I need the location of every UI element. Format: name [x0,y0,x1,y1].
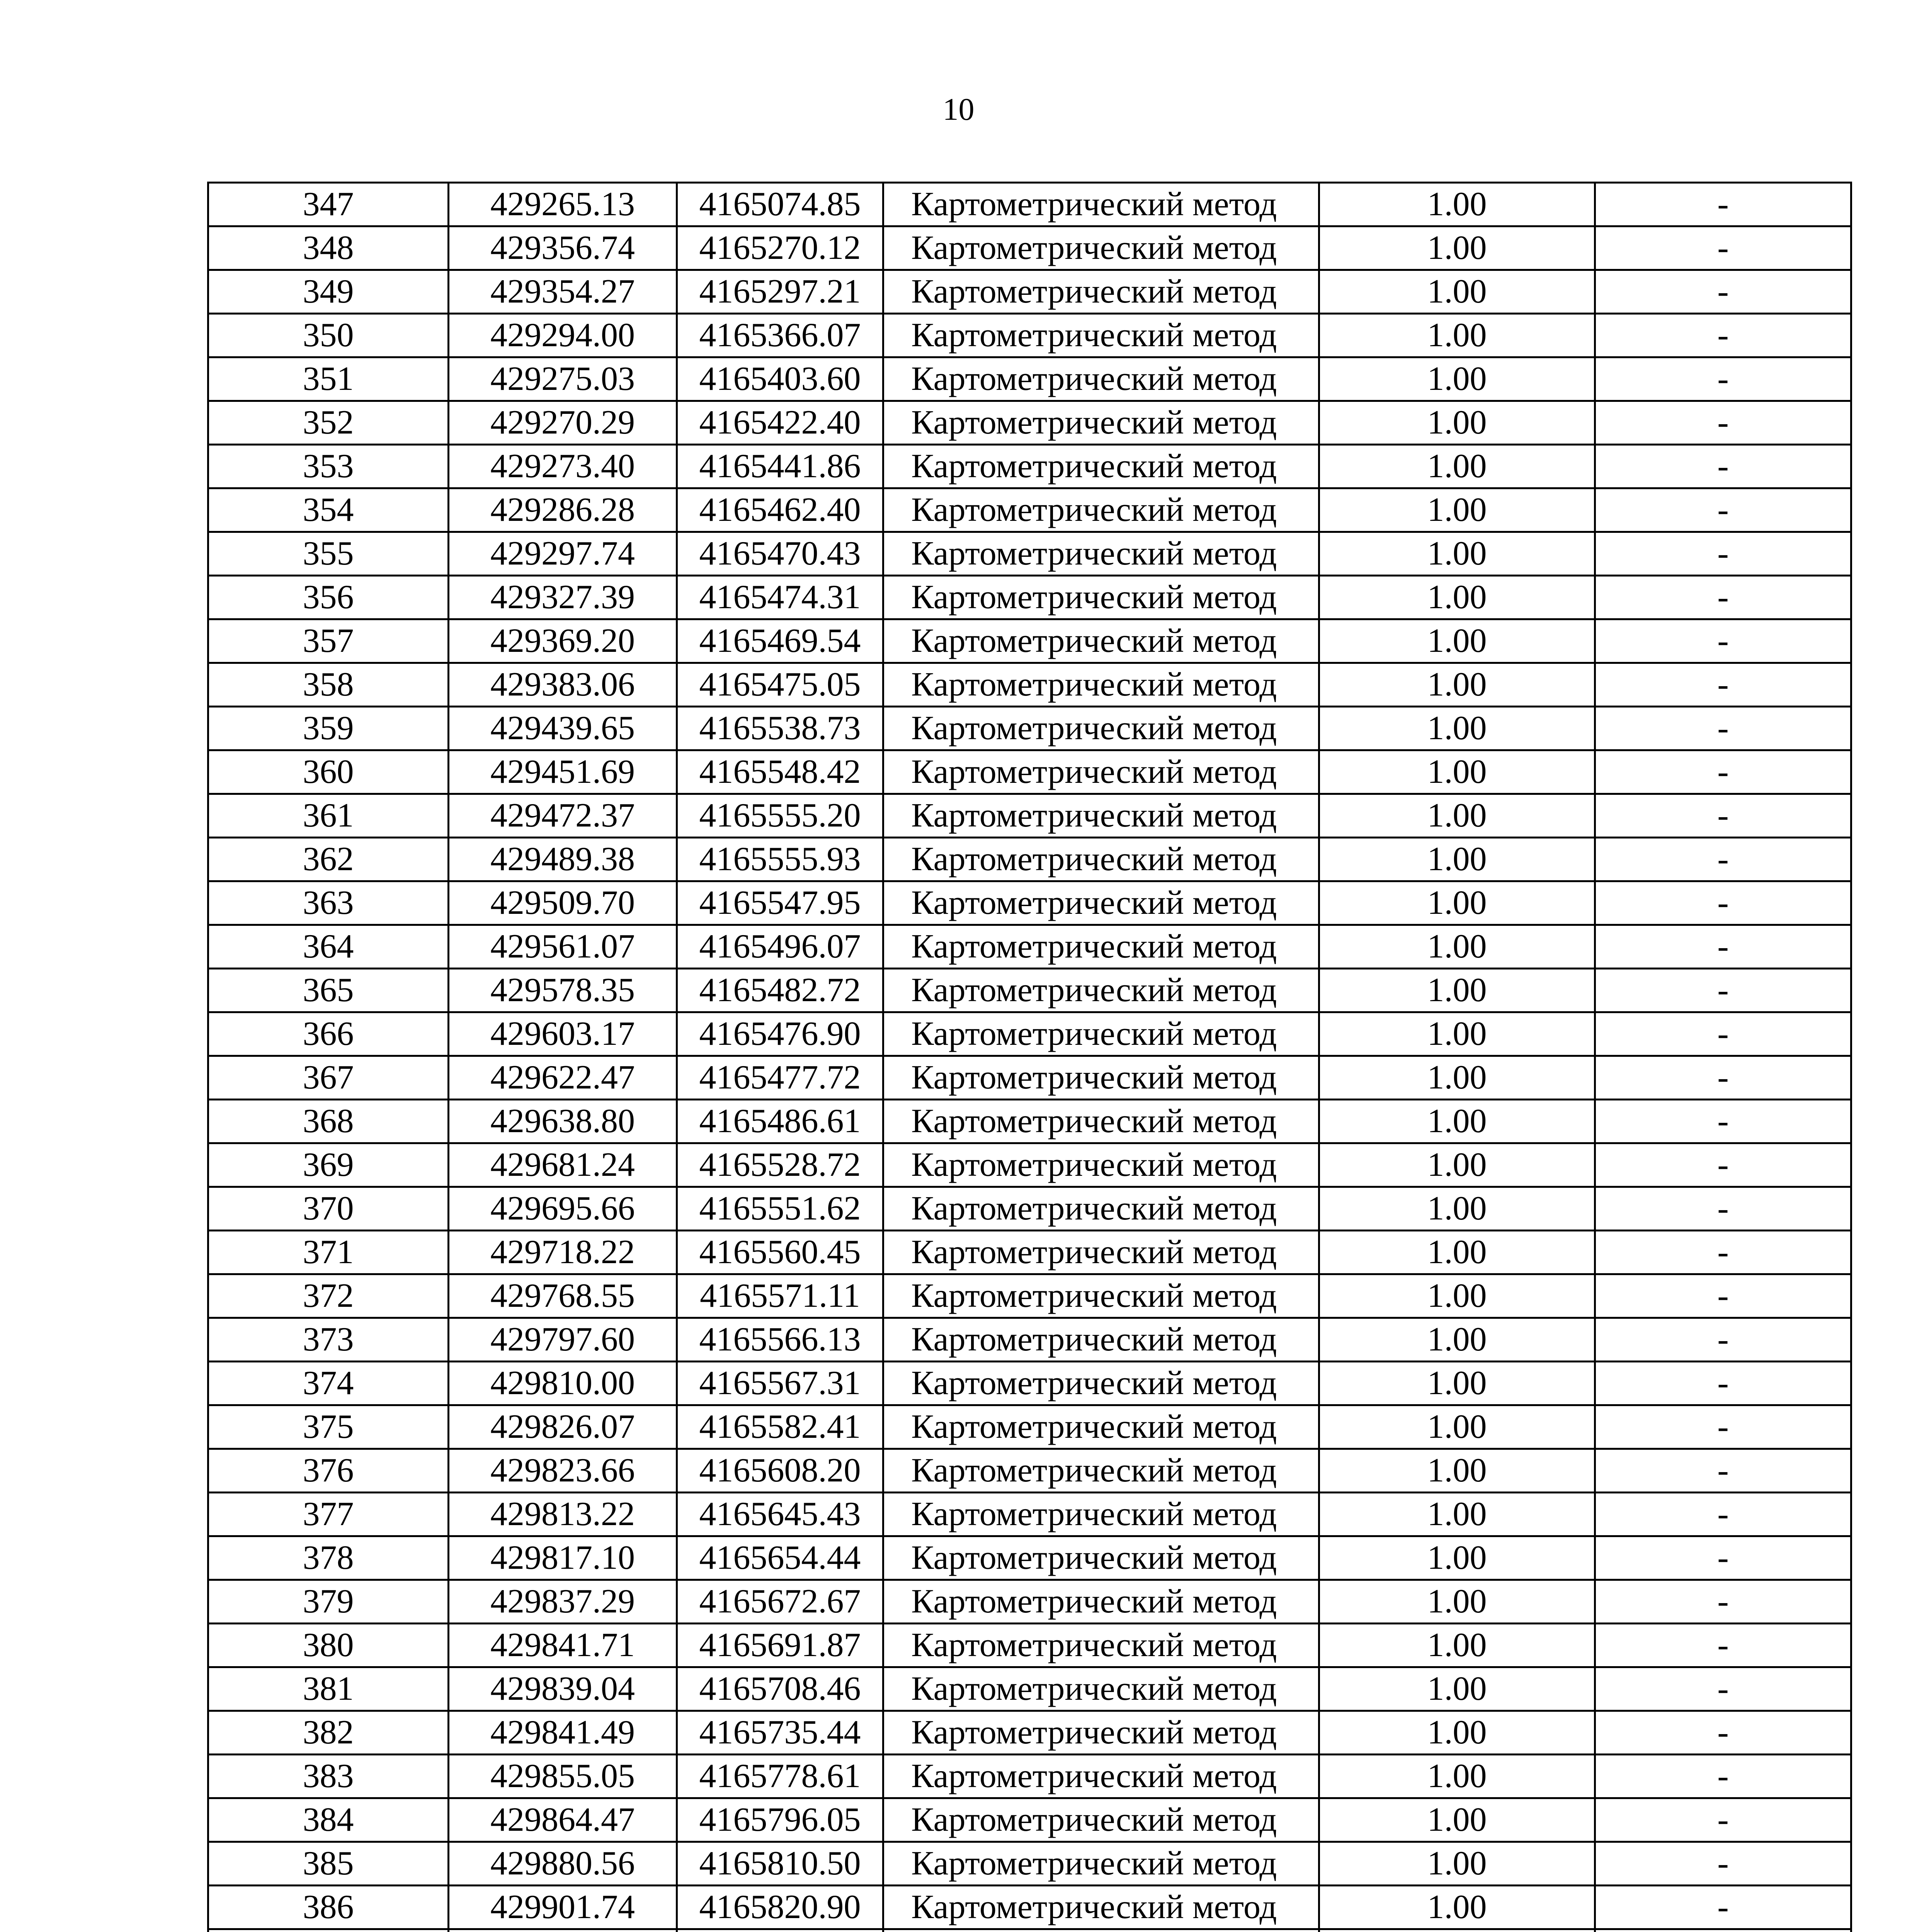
description-cell: - [1595,401,1851,445]
x-coordinate-cell: 429356.74 [449,226,677,270]
method-cell: Картометрический метод [883,619,1319,663]
description-cell: - [1595,1100,1851,1143]
point-number-cell: 359 [208,707,449,750]
table-row [208,1536,1851,1580]
point-number-cell: 382 [208,1711,449,1755]
point-number-cell: 357 [208,619,449,663]
x-coordinate-cell: 429817.10 [449,1536,677,1580]
method-cell: Картометрический метод [883,1842,1319,1886]
point-number-cell: 366 [208,1012,449,1056]
y-coordinate-cell: 4165820.90 [677,1886,883,1929]
table-row [208,1580,1851,1624]
point-number-cell: 381 [208,1667,449,1711]
description-cell [1595,1929,1851,1932]
method-cell: Картометрический метод [883,750,1319,794]
method-cell: Картометрический метод [883,1100,1319,1143]
method-cell: Картометрический метод [883,226,1319,270]
method-cell: Картометрический метод [883,1667,1319,1711]
description-cell: - [1595,1842,1851,1886]
method-cell: Картометрический метод [883,488,1319,532]
description-cell: - [1595,1711,1851,1755]
accuracy-cell: 1.00 [1319,1580,1595,1624]
y-coordinate-cell: 4165672.67 [677,1580,883,1624]
accuracy-cell: 1.00 [1319,488,1595,532]
table-row [208,1493,1851,1536]
description-cell: - [1595,576,1851,619]
point-number-cell: 386 [208,1886,449,1929]
point-number-cell: 361 [208,794,449,838]
point-number-cell: 347 [208,183,449,226]
table-row [208,183,1851,226]
page-number: 10 [942,92,975,127]
x-coordinate-cell: 429439.65 [449,707,677,750]
y-coordinate-cell: 4165796.05 [677,1798,883,1842]
table-row [208,1362,1851,1405]
point-number-cell: 368 [208,1100,449,1143]
description-cell: - [1595,1624,1851,1667]
point-number-cell: 350 [208,314,449,357]
point-number-cell: 380 [208,1624,449,1667]
method-cell: Картометрический метод [883,1056,1319,1100]
method-cell: Картометрический метод [883,969,1319,1012]
y-coordinate-cell: 4165469.54 [677,619,883,663]
table-row [208,663,1851,707]
x-coordinate-cell: 429823.66 [449,1449,677,1493]
y-coordinate-cell: 4165691.87 [677,1624,883,1667]
method-cell: Картометрический метод [883,1318,1319,1362]
x-coordinate-cell: 429275.03 [449,357,677,401]
description-cell: - [1595,488,1851,532]
table-row [208,969,1851,1012]
point-number-cell: 360 [208,750,449,794]
y-coordinate-cell: 4165538.73 [677,707,883,750]
method-cell: Картометрический метод [883,576,1319,619]
point-number-cell: 353 [208,445,449,488]
y-coordinate-cell: 4165477.72 [677,1056,883,1100]
y-coordinate-cell: 4165482.72 [677,969,883,1012]
table-row [208,1012,1851,1056]
description-cell: - [1595,838,1851,881]
description-cell: - [1595,1274,1851,1318]
method-cell: Картометрический метод [883,794,1319,838]
x-coordinate-cell: 429489.38 [449,838,677,881]
description-cell: - [1595,619,1851,663]
accuracy-cell: 1.00 [1319,794,1595,838]
description-cell: - [1595,707,1851,750]
accuracy-cell: 1.00 [1319,1187,1595,1231]
table-row [208,1929,1851,1932]
point-number-cell: 372 [208,1274,449,1318]
description-cell: - [1595,794,1851,838]
accuracy-cell: 1.00 [1319,532,1595,576]
accuracy-cell: 1.00 [1319,1362,1595,1405]
table-row [208,488,1851,532]
y-coordinate-cell: 4165567.31 [677,1362,883,1405]
method-cell: Картометрический метод [883,314,1319,357]
y-coordinate-cell: 4165566.13 [677,1318,883,1362]
description-cell: - [1595,881,1851,925]
accuracy-cell: 1.00 [1319,314,1595,357]
y-coordinate-cell: 4165470.43 [677,532,883,576]
table-row [208,1798,1851,1842]
y-coordinate-cell: 4165608.20 [677,1449,883,1493]
method-cell: Картометрический метод [883,1012,1319,1056]
point-number-cell: 376 [208,1449,449,1493]
description-cell: - [1595,1536,1851,1580]
y-coordinate-cell: 4165422.40 [677,401,883,445]
point-number-cell: 354 [208,488,449,532]
point-number-cell: 363 [208,881,449,925]
description-cell: - [1595,1580,1851,1624]
description-cell: - [1595,663,1851,707]
point-number-cell: 369 [208,1143,449,1187]
table-row [208,1667,1851,1711]
y-coordinate-cell: 4165462.40 [677,488,883,532]
method-cell: Картометрический метод [883,1274,1319,1318]
x-coordinate-cell: 429265.13 [449,183,677,226]
accuracy-cell: 1.00 [1319,1755,1595,1798]
y-coordinate-cell: 4165571.11 [677,1274,883,1318]
method-cell: Картометрический метод [883,1143,1319,1187]
table-row [208,925,1851,969]
accuracy-cell: 1.00 [1319,1536,1595,1580]
x-coordinate-cell: 429855.05 [449,1755,677,1798]
accuracy-cell: 1.00 [1319,925,1595,969]
method-cell: Картометрический метод [883,1624,1319,1667]
description-cell: - [1595,1667,1851,1711]
method-cell: Картометрический метод [883,925,1319,969]
table-row [208,619,1851,663]
y-coordinate-cell: 4165555.20 [677,794,883,838]
method-cell: Картометрический метод [883,1362,1319,1405]
y-coordinate-cell: 4165560.45 [677,1231,883,1274]
table-row [208,532,1851,576]
method-cell: Картометрический метод [883,1187,1319,1231]
description-cell: - [1595,183,1851,226]
point-number-cell: 356 [208,576,449,619]
y-coordinate-cell: 4165810.50 [677,1842,883,1886]
x-coordinate-cell: 429354.27 [449,270,677,314]
x-coordinate-cell: 429294.00 [449,314,677,357]
description-cell: - [1595,226,1851,270]
table-row [208,1056,1851,1100]
accuracy-cell [1319,1929,1595,1932]
y-coordinate-cell: 4165528.72 [677,1143,883,1187]
point-number-cell: 365 [208,969,449,1012]
y-coordinate-cell: 4165735.44 [677,1711,883,1755]
point-number-cell: 367 [208,1056,449,1100]
method-cell: Картометрический метод [883,532,1319,576]
point-number-cell: 371 [208,1231,449,1274]
method-cell: Картометрический метод [883,1536,1319,1580]
y-coordinate-cell: 4165486.61 [677,1100,883,1143]
x-coordinate-cell: 429837.29 [449,1580,677,1624]
table-row [208,576,1851,619]
y-coordinate-cell: 4165548.42 [677,750,883,794]
accuracy-cell: 1.00 [1319,1667,1595,1711]
table-row [208,838,1851,881]
x-coordinate-cell: 429638.80 [449,1100,677,1143]
description-cell: - [1595,1405,1851,1449]
table-row [208,750,1851,794]
table-row [208,1100,1851,1143]
method-cell: Картометрический метод [883,1886,1319,1929]
description-cell: - [1595,357,1851,401]
description-cell: - [1595,1318,1851,1362]
point-number-cell: 355 [208,532,449,576]
x-coordinate-cell: 429718.22 [449,1231,677,1274]
y-coordinate-cell: 4165366.07 [677,314,883,357]
description-cell: - [1595,1755,1851,1798]
x-coordinate-cell: 429578.35 [449,969,677,1012]
table-row [208,1711,1851,1755]
accuracy-cell: 1.00 [1319,1231,1595,1274]
point-number-cell: 373 [208,1318,449,1362]
x-coordinate-cell: 429472.37 [449,794,677,838]
y-coordinate-cell: 4165475.05 [677,663,883,707]
x-coordinate-cell: 429681.24 [449,1143,677,1187]
accuracy-cell: 1.00 [1319,183,1595,226]
accuracy-cell: 1.00 [1319,226,1595,270]
table-row [208,270,1851,314]
description-cell: - [1595,1187,1851,1231]
accuracy-cell: 1.00 [1319,1143,1595,1187]
accuracy-cell: 1.00 [1319,445,1595,488]
coordinates-table [207,182,1852,1932]
y-coordinate-cell: 4165476.90 [677,1012,883,1056]
description-cell: - [1595,1798,1851,1842]
method-cell: Картометрический метод [883,1755,1319,1798]
point-number-cell: 378 [208,1536,449,1580]
accuracy-cell: 1.00 [1319,1012,1595,1056]
method-cell: Картометрический метод [883,1449,1319,1493]
table-row [208,1318,1851,1362]
x-coordinate-cell: 429797.60 [449,1318,677,1362]
method-cell: Картометрический метод [883,357,1319,401]
x-coordinate-cell: 429901.74 [449,1886,677,1929]
description-cell: - [1595,1886,1851,1929]
y-coordinate-cell: 4165654.44 [677,1536,883,1580]
method-cell: Картометрический метод [883,1580,1319,1624]
accuracy-cell: 1.00 [1319,750,1595,794]
description-cell: - [1595,1012,1851,1056]
point-number-cell: 384 [208,1798,449,1842]
point-number-cell: 351 [208,357,449,401]
method-cell: Картометрический метод [883,1711,1319,1755]
table-row [208,1624,1851,1667]
point-number-cell: 364 [208,925,449,969]
table-row [208,1143,1851,1187]
y-coordinate-cell: 4165074.85 [677,183,883,226]
table-row [208,401,1851,445]
point-number-cell: 383 [208,1755,449,1798]
y-coordinate-cell: 4165645.43 [677,1493,883,1536]
accuracy-cell: 1.00 [1319,1318,1595,1362]
x-coordinate-cell: 429810.00 [449,1362,677,1405]
y-coordinate-cell: 4165496.07 [677,925,883,969]
table-row [208,1405,1851,1449]
point-number-cell: 370 [208,1187,449,1231]
method-cell: Картометрический метод [883,445,1319,488]
x-coordinate-cell: 429561.07 [449,925,677,969]
accuracy-cell: 1.00 [1319,1274,1595,1318]
table-row [208,314,1851,357]
method-cell: Картометрический метод [883,401,1319,445]
x-coordinate-cell: 429383.06 [449,663,677,707]
accuracy-cell: 1.00 [1319,357,1595,401]
method-cell: Картометрический метод [883,1231,1319,1274]
point-number-cell: 377 [208,1493,449,1536]
accuracy-cell: 1.00 [1319,1886,1595,1929]
y-coordinate-cell: 4165474.31 [677,576,883,619]
accuracy-cell: 1.00 [1319,1842,1595,1886]
description-cell: - [1595,532,1851,576]
point-number-cell: 375 [208,1405,449,1449]
table-row [208,1231,1851,1274]
x-coordinate-cell: 429622.47 [449,1056,677,1100]
x-coordinate-cell: 429841.71 [449,1624,677,1667]
x-coordinate-cell: 429826.07 [449,1405,677,1449]
x-coordinate-cell: 429273.40 [449,445,677,488]
accuracy-cell: 1.00 [1319,1100,1595,1143]
accuracy-cell: 1.00 [1319,881,1595,925]
accuracy-cell: 1.00 [1319,1449,1595,1493]
x-coordinate-cell: 429270.29 [449,401,677,445]
x-coordinate-cell: 429286.28 [449,488,677,532]
table-row [208,1274,1851,1318]
point-number-cell: 349 [208,270,449,314]
y-coordinate-cell: 4165778.61 [677,1755,883,1798]
description-cell: - [1595,314,1851,357]
x-coordinate-cell: 429451.69 [449,750,677,794]
table-row [208,357,1851,401]
accuracy-cell: 1.00 [1319,619,1595,663]
method-cell: Картометрический метод [883,881,1319,925]
y-coordinate-cell: 4165297.21 [677,270,883,314]
x-coordinate-cell: 429768.55 [449,1274,677,1318]
method-cell: Картометрический метод [883,183,1319,226]
accuracy-cell: 1.00 [1319,1493,1595,1536]
description-cell: - [1595,445,1851,488]
method-cell [883,1929,1319,1932]
method-cell: Картометрический метод [883,838,1319,881]
description-cell: - [1595,925,1851,969]
accuracy-cell: 1.00 [1319,1798,1595,1842]
x-coordinate-cell: 429603.17 [449,1012,677,1056]
point-number-cell [208,1929,449,1932]
accuracy-cell: 1.00 [1319,1711,1595,1755]
table-row [208,794,1851,838]
description-cell: - [1595,969,1851,1012]
table-row [208,445,1851,488]
point-number-cell: 352 [208,401,449,445]
coordinates-table-body [208,183,1851,1932]
x-coordinate-cell: 429864.47 [449,1798,677,1842]
description-cell: - [1595,1493,1851,1536]
description-cell: - [1595,270,1851,314]
description-cell: - [1595,1143,1851,1187]
accuracy-cell: 1.00 [1319,838,1595,881]
y-coordinate-cell: 4165555.93 [677,838,883,881]
accuracy-cell: 1.00 [1319,401,1595,445]
method-cell: Картометрический метод [883,663,1319,707]
y-coordinate-cell: 4165441.86 [677,445,883,488]
y-coordinate-cell [677,1929,883,1932]
point-number-cell: 348 [208,226,449,270]
y-coordinate-cell: 4165708.46 [677,1667,883,1711]
table-row [208,707,1851,750]
accuracy-cell: 1.00 [1319,707,1595,750]
x-coordinate-cell: 429839.04 [449,1667,677,1711]
accuracy-cell: 1.00 [1319,663,1595,707]
description-cell: - [1595,750,1851,794]
point-number-cell: 362 [208,838,449,881]
x-coordinate-cell: 429813.22 [449,1493,677,1536]
x-coordinate-cell: 429297.74 [449,532,677,576]
point-number-cell: 379 [208,1580,449,1624]
point-number-cell: 358 [208,663,449,707]
accuracy-cell: 1.00 [1319,270,1595,314]
method-cell: Картометрический метод [883,707,1319,750]
table-row [208,1449,1851,1493]
point-number-cell: 385 [208,1842,449,1886]
description-cell: - [1595,1231,1851,1274]
table-row [208,881,1851,925]
description-cell: - [1595,1056,1851,1100]
x-coordinate-cell: 429509.70 [449,881,677,925]
accuracy-cell: 1.00 [1319,1624,1595,1667]
x-coordinate-cell: 429695.66 [449,1187,677,1231]
method-cell: Картометрический метод [883,270,1319,314]
method-cell: Картометрический метод [883,1493,1319,1536]
x-coordinate-cell: 429880.56 [449,1842,677,1886]
accuracy-cell: 1.00 [1319,1405,1595,1449]
table-row [208,1842,1851,1886]
accuracy-cell: 1.00 [1319,576,1595,619]
y-coordinate-cell: 4165403.60 [677,357,883,401]
description-cell: - [1595,1449,1851,1493]
y-coordinate-cell: 4165547.95 [677,881,883,925]
x-coordinate-cell: 429369.20 [449,619,677,663]
x-coordinate-cell: 429841.49 [449,1711,677,1755]
accuracy-cell: 1.00 [1319,969,1595,1012]
x-coordinate-cell [449,1929,677,1932]
table-row [208,226,1851,270]
table-row [208,1755,1851,1798]
table-row [208,1187,1851,1231]
description-cell: - [1595,1362,1851,1405]
table-row [208,1886,1851,1929]
method-cell: Картометрический метод [883,1405,1319,1449]
y-coordinate-cell: 4165551.62 [677,1187,883,1231]
accuracy-cell: 1.00 [1319,1056,1595,1100]
y-coordinate-cell: 4165270.12 [677,226,883,270]
point-number-cell: 374 [208,1362,449,1405]
method-cell: Картометрический метод [883,1798,1319,1842]
x-coordinate-cell: 429327.39 [449,576,677,619]
y-coordinate-cell: 4165582.41 [677,1405,883,1449]
